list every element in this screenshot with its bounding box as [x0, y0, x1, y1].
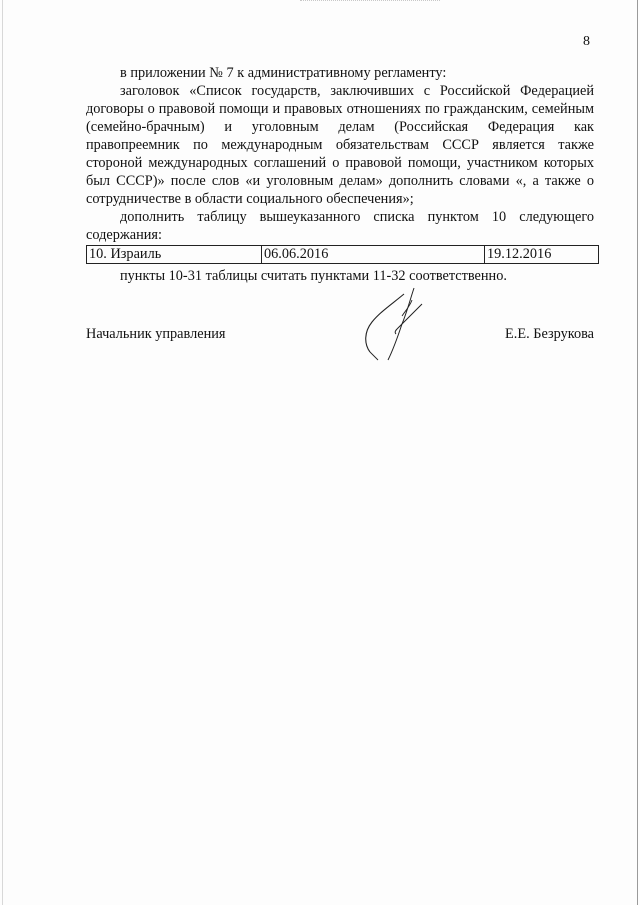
table-row [86, 245, 599, 264]
document-body [86, 64, 594, 285]
paragraph-renumber: пункты 10-31 таблицы считать пунктами 11-32 соответственно. [120, 268, 507, 284]
scan-edge-right [637, 0, 638, 905]
scan-edge-left [2, 0, 3, 905]
paragraph-add-item: дополнить таблицу вышеуказанного списка пунктом 10 следующего содержания: [86, 209, 594, 243]
paragraph-appendix: в приложении № 7 к административному регламенту: [120, 65, 447, 81]
table-cell-date-1: 06.06.2016 [262, 246, 485, 263]
table-cell-item: 10. Израиль [87, 246, 262, 263]
signatory-name: Е.Е. Безрукова [505, 326, 594, 342]
signatory-title: Начальник управления [86, 326, 226, 342]
handwritten-signature-icon [352, 286, 432, 364]
paragraph-title-change: заголовок «Список государств, заключивших с Российской Федерацией договоры о правовой помощи и правовых отношениях по гражданским, семейным (семейно-брачным) и уголовным делам (Российская Федерация как правопреемник по международным обязательствам СССР является также стороной международных соглашений о правовой помощи, участником которых был СССР)» после слов «и уголовным делам» дополнить словами «, а также о сотрудничестве в области социального обеспечения»; [86, 83, 594, 207]
page-number: 8 [583, 34, 590, 49]
scan-artifact [300, 0, 440, 3]
table-cell-date-2: 19.12.2016 [487, 246, 552, 262]
